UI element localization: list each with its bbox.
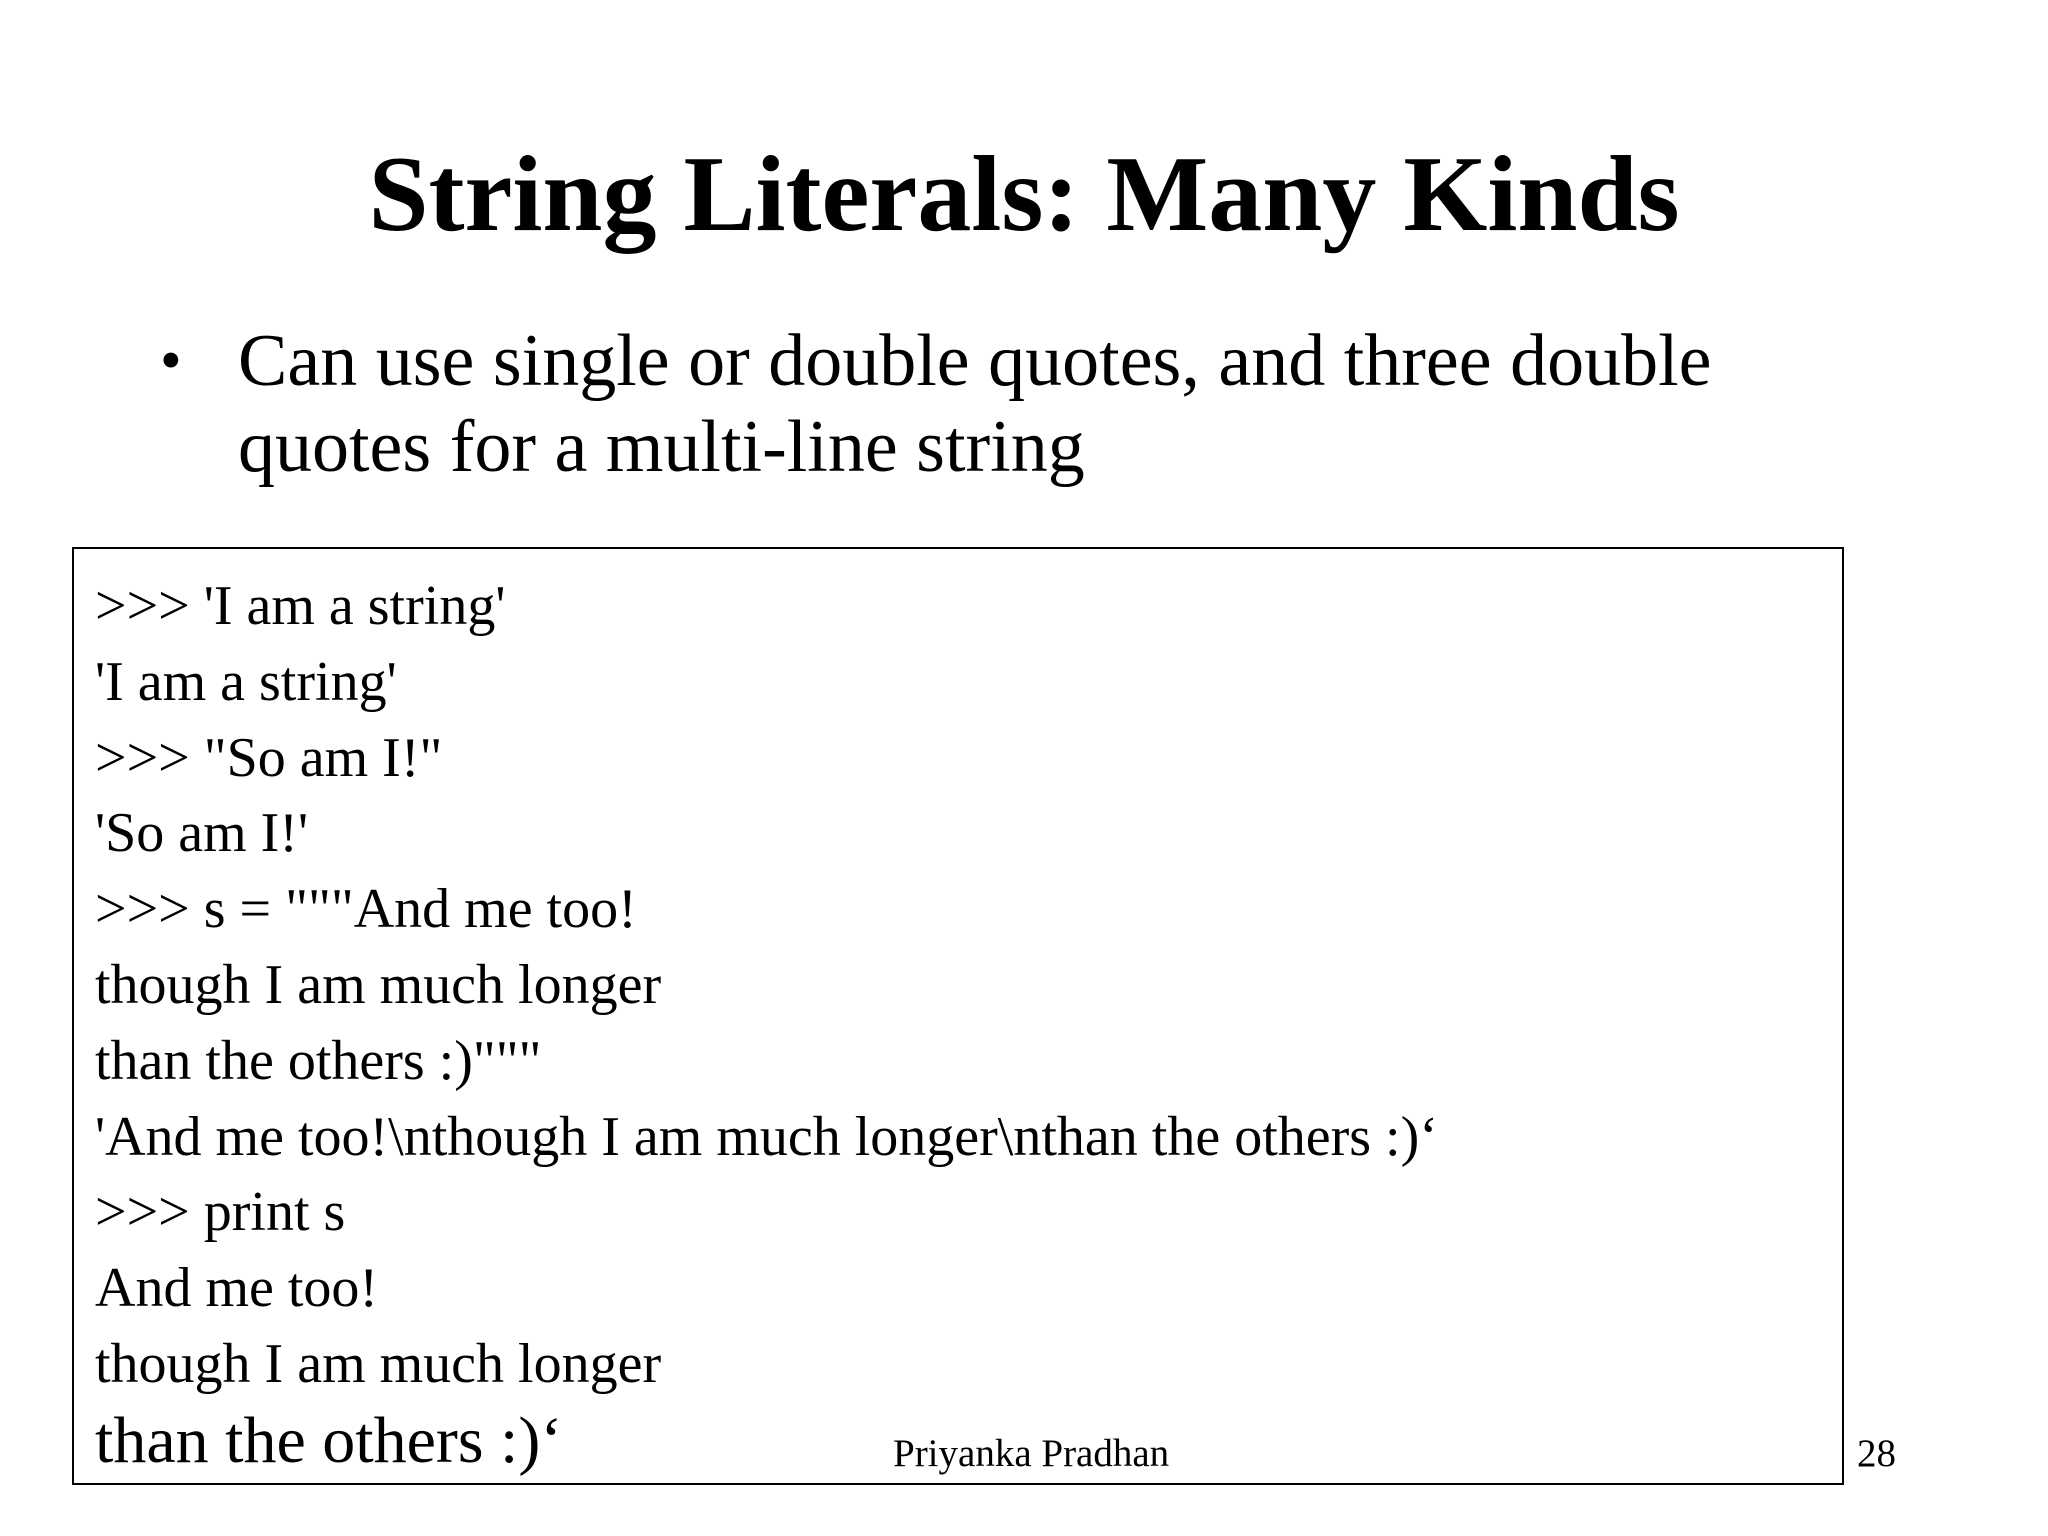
code-example-box	[72, 547, 1844, 1485]
code-line: >>> 'I am a string'	[95, 575, 506, 637]
code-line: 'I am a string'	[95, 650, 397, 713]
footer-author: Priyanka Pradhan	[893, 1432, 1170, 1475]
code-line: And me too!	[95, 1257, 379, 1320]
code-line: though I am much longer	[95, 1332, 662, 1395]
code-line: than the others :)"""	[95, 1029, 542, 1092]
code-line: >>> "So am I!"	[95, 726, 443, 789]
slide-title: String Literals: Many Kinds	[368, 135, 1680, 254]
page-number: 28	[1857, 1432, 1896, 1475]
code-line: though I am much longer	[95, 953, 662, 1016]
bullet-item	[160, 318, 1880, 490]
code-line: than the others :)‘	[95, 1403, 563, 1477]
bullet-text: Can use single or double quotes, and three double quotes for a multi-line string	[238, 320, 1712, 488]
bullet-marker: •	[160, 327, 182, 395]
code-line: 'And me too!\nthough I am much longer\nthan the others :)‘	[95, 1105, 1438, 1168]
code-line: 'So am I!'	[95, 802, 309, 865]
code-line: >>> print s	[95, 1181, 346, 1244]
bullet-list	[160, 318, 1880, 490]
code-line: >>> s = """And me too!	[95, 878, 637, 941]
